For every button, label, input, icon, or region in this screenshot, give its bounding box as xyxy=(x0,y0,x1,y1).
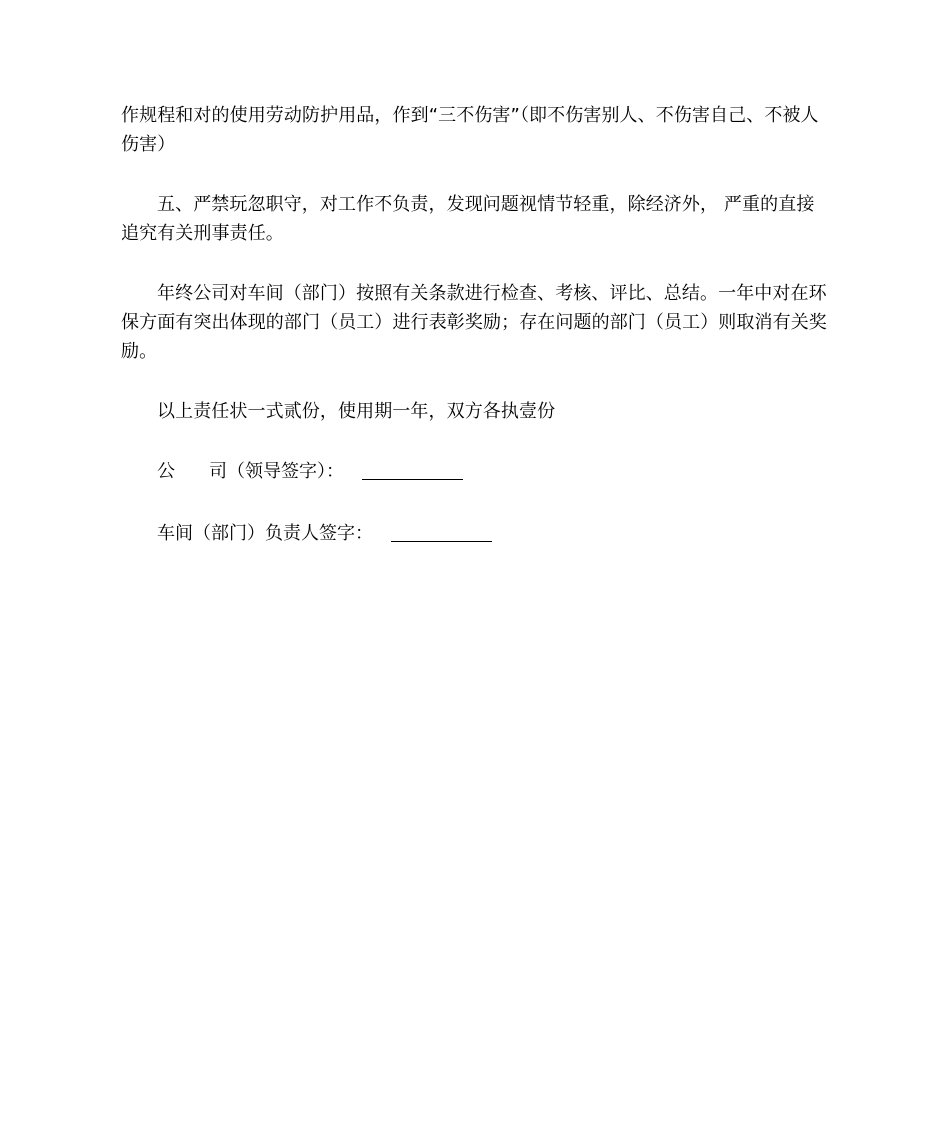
paragraph-year-end-review: 年终公司对车间（部门）按照有关条款进行检查、考核、评比、总结。一年中对在环保方面有突出体现的部门（员工）进行表彰奖励；存在问题的部门（员工）则取消有关奖励。 xyxy=(121,283,827,362)
signature-company-blank[interactable] xyxy=(362,457,463,480)
document-body xyxy=(121,101,831,581)
signature-department-blank[interactable] xyxy=(391,519,492,542)
signature-company-line xyxy=(121,457,831,486)
signature-department-line xyxy=(121,519,831,548)
signature-company-label: 司（领导签字）： xyxy=(209,461,344,482)
signature-company-prefix: 公 xyxy=(157,461,175,482)
paragraph-safety-rules: 作规程和对的使用劳动防护用品，作到“三不伤害”（即不伤害别人、不伤害自己、不被人伤害） xyxy=(121,105,819,155)
signature-department-label: 车间（部门）负责人签字： xyxy=(157,523,373,544)
paragraph-item-five: 五、严禁玩忽职守，对工作不负责，发现问题视情节轻重，除经济外， 严重的直接追究有关刑事责任。 xyxy=(121,194,815,244)
paragraph-copies-note: 以上责任状一式贰份，使用期一年，双方各执壹份 xyxy=(157,401,556,422)
